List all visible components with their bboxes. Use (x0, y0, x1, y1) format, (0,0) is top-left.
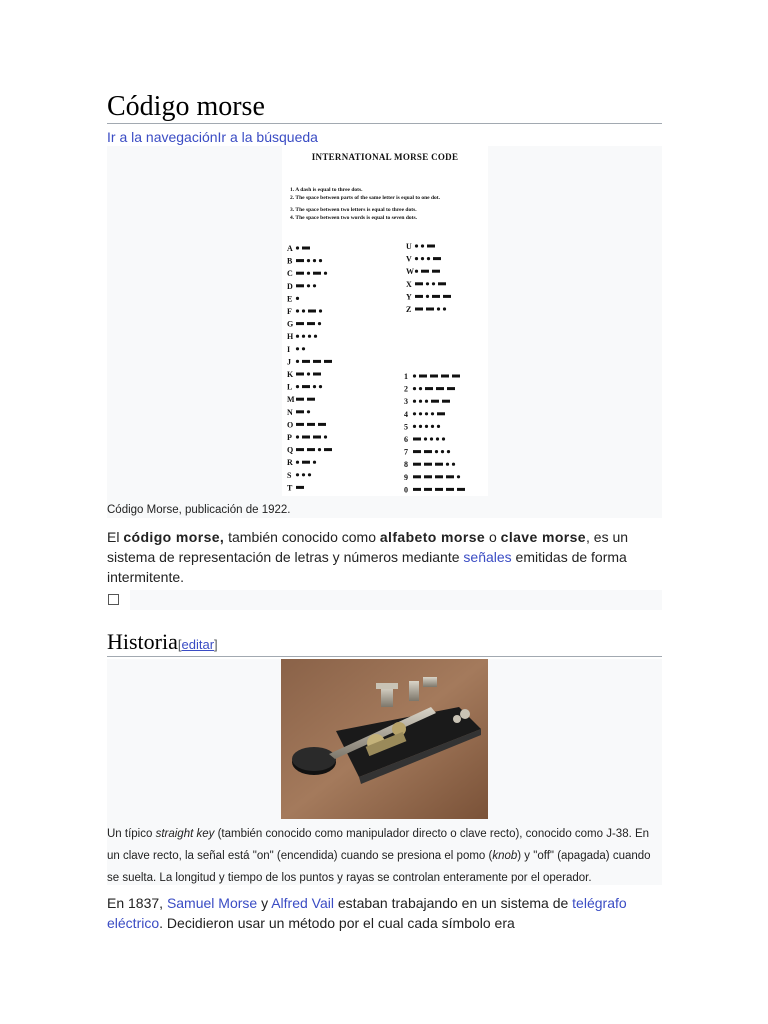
link-senales[interactable]: señales (463, 549, 512, 565)
morse-symbol: 1 (404, 372, 408, 381)
morse-dash (308, 310, 316, 313)
morse-dash (296, 272, 304, 275)
morse-entry-I (287, 345, 305, 354)
morse-symbol: C (287, 269, 293, 279)
morse-dot (427, 257, 430, 260)
morse-entry-1 (404, 372, 460, 381)
morse-dash (446, 488, 454, 491)
morse-dash (313, 360, 321, 363)
morse-dash (307, 423, 315, 426)
morse-dot (302, 309, 305, 312)
morse-dash (437, 412, 445, 415)
morse-dot (313, 284, 316, 287)
morse-entry-Z (406, 305, 446, 314)
morse-symbol: N (287, 407, 293, 417)
morse-dot (421, 257, 424, 260)
section-heading-text: Historia (107, 629, 178, 654)
morse-symbol: Q (287, 445, 294, 455)
morse-dot (296, 309, 299, 312)
morse-dot (308, 335, 311, 338)
morse-dash (413, 438, 421, 441)
morse-entry-M (287, 395, 315, 404)
morse-entry-T (287, 483, 304, 492)
morse-dash (324, 360, 332, 363)
morse-dot (296, 461, 299, 464)
morse-dot (324, 272, 327, 275)
morse-dot (413, 425, 416, 428)
morse-entry-0 (404, 485, 465, 494)
morse-dot (426, 282, 429, 285)
morse-entry-Y (406, 292, 451, 301)
morse-dot (419, 387, 422, 390)
morse-symbol: 0 (404, 485, 408, 495)
morse-dot (447, 450, 450, 453)
morse-dot (296, 335, 299, 338)
morse-symbol: 9 (404, 472, 408, 482)
morse-dot (319, 259, 322, 262)
morse-entry-D (287, 282, 316, 291)
morse-dash (413, 463, 421, 466)
morse-dash (302, 436, 310, 439)
morse-dash (313, 272, 321, 275)
morse-dash (296, 410, 304, 413)
morse-entry-U (406, 242, 435, 251)
morse-dot (425, 412, 428, 415)
link-alfred-vail[interactable]: Alfred Vail (271, 895, 334, 911)
title-divider (107, 123, 662, 124)
morse-chart-title: INTERNATIONAL MORSE CODE (311, 152, 459, 162)
morse-dot (425, 400, 428, 403)
morse-symbol: V (406, 254, 412, 264)
morse-dot (436, 437, 439, 440)
morse-entry-G (287, 320, 321, 329)
morse-dot (426, 295, 429, 298)
morse-dot (319, 385, 322, 388)
morse-dash (296, 284, 304, 287)
morse-entry-C (287, 269, 327, 278)
morse-symbol: X (406, 279, 412, 289)
morse-dot (443, 307, 446, 310)
morse-dash (307, 448, 315, 451)
morse-symbol: W (406, 267, 414, 277)
morse-dash (427, 245, 435, 248)
morse-dot (296, 473, 299, 476)
edit-section-link[interactable]: editar (181, 637, 215, 652)
morse-symbol: U (406, 242, 412, 251)
morse-dash (435, 463, 443, 466)
morse-dash (424, 475, 432, 478)
morse-entry-O (287, 420, 326, 429)
morse-dot (435, 450, 438, 453)
morse-symbol: D (287, 281, 293, 291)
morse-dash (433, 257, 441, 260)
morse-dot (296, 246, 299, 249)
morse-dash (296, 373, 304, 376)
morse-entry-J (287, 357, 332, 366)
morse-dash (313, 436, 321, 439)
morse-dash (447, 387, 455, 390)
morse-symbol: T (287, 483, 293, 493)
morse-symbol: 2 (404, 384, 408, 394)
morse-dot (419, 412, 422, 415)
morse-dash (296, 398, 304, 401)
morse-dot (442, 437, 445, 440)
morse-dot (307, 272, 310, 275)
morse-rule: 3. The space between two letters is equal to three dots. (290, 207, 417, 213)
morse-entry-W (406, 267, 440, 276)
morse-symbol: 5 (404, 422, 408, 432)
section-heading-historia (107, 628, 218, 659)
morse-dot (432, 282, 435, 285)
morse-symbol: E (287, 294, 293, 304)
morse-symbol: G (287, 319, 294, 329)
morse-entry-P (287, 433, 327, 442)
morse-rule: 1. A dash is equal to three dots. (290, 187, 363, 193)
morse-dot (441, 450, 444, 453)
morse-dash (441, 375, 449, 378)
morse-entry-K (287, 370, 321, 379)
morse-dash (413, 475, 421, 478)
morse-dot (296, 385, 299, 388)
toc-toggle-checkbox[interactable] (108, 594, 119, 605)
morse-dot (324, 435, 327, 438)
morse-dot (424, 437, 427, 440)
morse-dot (413, 412, 416, 415)
morse-dot (314, 335, 317, 338)
morse-entry-L (287, 383, 322, 392)
morse-symbol: L (287, 382, 293, 392)
morse-dash (324, 448, 332, 451)
straight-key-photo[interactable] (281, 659, 488, 819)
morse-entry-R (287, 458, 316, 467)
morse-dash (446, 475, 454, 478)
morse-dot (296, 347, 299, 350)
morse-dot (415, 257, 418, 260)
intro-paragraph: El código morse, también conocido como alfabeto morse o clave morse, es un sistema de representación de letras y números mediante señales emitidas de forma intermitente. (107, 529, 629, 585)
toc-placeholder (130, 590, 662, 610)
morse-dash (452, 375, 460, 378)
morse-dot (313, 461, 316, 464)
morse-dot (452, 463, 455, 466)
morse-dot (313, 259, 316, 262)
morse-dot (307, 372, 310, 375)
morse-entry-A (287, 244, 310, 253)
morse-symbol: M (287, 395, 295, 405)
morse-dash (431, 400, 439, 403)
morse-entry-4 (404, 410, 445, 419)
morse-entry-5 (404, 422, 440, 431)
morse-dash (296, 259, 304, 262)
morse-dot (413, 387, 416, 390)
morse-dash (435, 488, 443, 491)
morse-dash (415, 295, 423, 298)
morse-entry-V (406, 255, 441, 264)
morse-dot (415, 244, 418, 247)
morse-entry-Q (287, 446, 332, 455)
morse-entry-S (287, 471, 311, 480)
morse-dash (430, 375, 438, 378)
morse-symbol: B (287, 256, 293, 266)
morse-symbol: 4 (404, 409, 408, 419)
morse-symbol: 3 (404, 397, 408, 407)
morse-dash (296, 322, 304, 325)
morse-chart-image[interactable] (282, 146, 488, 496)
morse-dot (413, 400, 416, 403)
history-paragraph: En 1837, Samuel Morse y Alfred Vail estaban trabajando en un sistema de telégrafo eléctrico. Decidieron usar un método por el cual cada símbolo era (107, 895, 627, 931)
morse-dash (296, 448, 304, 451)
morse-symbol: Z (406, 305, 412, 314)
morse-dash (419, 375, 427, 378)
section-divider (107, 656, 662, 657)
morse-dash (413, 488, 421, 491)
link-samuel-morse[interactable]: Samuel Morse (166, 895, 258, 911)
morse-dash (302, 360, 310, 363)
morse-dot (437, 425, 440, 428)
jump-links (107, 128, 318, 146)
morse-dot (307, 410, 310, 413)
morse-dash (426, 308, 434, 311)
morse-dot (431, 412, 434, 415)
morse-dot (319, 309, 322, 312)
morse-symbol: I (287, 344, 291, 354)
morse-dash (413, 450, 421, 453)
morse-dash (432, 295, 440, 298)
morse-dash (313, 373, 321, 376)
morse-dot (413, 374, 416, 377)
morse-entry-9 (404, 473, 460, 482)
morse-dash (442, 400, 450, 403)
morse-dash (435, 475, 443, 478)
morse-entry-3 (404, 397, 450, 406)
jump-to-navigation-link[interactable]: Ir a la navegación (107, 129, 218, 145)
morse-dash (424, 488, 432, 491)
morse-dash (296, 423, 304, 426)
morse-entry-8 (404, 460, 455, 469)
morse-dash (457, 488, 465, 491)
figure-caption: Código Morse, publicación de 1922. (107, 504, 291, 516)
morse-dot (425, 425, 428, 428)
morse-rule: 2. The space between parts of the same letter is equal to one dot. (290, 195, 440, 201)
morse-symbol: 8 (404, 460, 408, 470)
morse-dot (457, 475, 460, 478)
figure-caption-straight-key: Un típico straight key (también conocido como manipulador directo o clave recto), conocido como J-38. En un clave recto, la señal está "on" (encendida) cuando se presiona el pomo (knob) y "off" (apagada) cuando se suelta. La longitud y tiempo de los puntos y rayas se controlan enteramente por el operador. (107, 828, 651, 884)
morse-dot (430, 437, 433, 440)
morse-dot (296, 360, 299, 363)
morse-dot (307, 284, 310, 287)
morse-dot (318, 448, 321, 451)
morse-dash (436, 387, 444, 390)
morse-dash (424, 463, 432, 466)
morse-entry-H (287, 332, 317, 341)
morse-dash (443, 295, 451, 298)
morse-dash (296, 486, 304, 489)
morse-dash (302, 385, 310, 388)
morse-code-table (282, 146, 488, 496)
morse-dot (307, 259, 310, 262)
morse-entry-F (287, 307, 322, 316)
edit-section: [editar] (177, 637, 218, 652)
morse-symbol: Y (406, 292, 412, 302)
morse-symbol: A (287, 244, 293, 253)
morse-dash (432, 270, 440, 273)
morse-dot (296, 435, 299, 438)
morse-symbol: K (287, 370, 294, 379)
morse-symbol: R (287, 458, 293, 468)
morse-dash (302, 461, 310, 464)
morse-dot (437, 307, 440, 310)
morse-dash (302, 247, 310, 250)
morse-dot (446, 463, 449, 466)
link-telegrafo-electrico[interactable]: telégrafo eléctrico (107, 895, 627, 931)
morse-dash (438, 282, 446, 285)
morse-entry-E (287, 294, 299, 303)
morse-entry-6 (404, 435, 445, 444)
morse-dot (313, 385, 316, 388)
morse-dot (302, 335, 305, 338)
morse-entry-N (287, 408, 310, 417)
morse-dash (424, 450, 432, 453)
morse-symbol: 7 (404, 447, 408, 457)
morse-symbol: J (287, 357, 291, 367)
page-title: Código morse (107, 91, 265, 122)
bold-term: alfabeto morse (379, 529, 486, 545)
morse-dot (419, 425, 422, 428)
morse-dot (318, 322, 321, 325)
morse-symbol: O (287, 420, 294, 430)
bold-term: clave morse (500, 529, 586, 545)
morse-symbol: S (287, 470, 292, 480)
morse-rule: 4. The space between two words is equal to seven dots. (290, 215, 418, 221)
morse-dash (307, 398, 315, 401)
bold-term: código morse, (123, 529, 225, 545)
morse-dot (419, 400, 422, 403)
morse-dash (421, 270, 429, 273)
morse-symbol: P (287, 433, 292, 442)
morse-entry-2 (404, 385, 455, 394)
morse-symbol: F (287, 307, 292, 316)
morse-dot (415, 270, 418, 273)
morse-dash (425, 387, 433, 390)
morse-dash (307, 322, 315, 325)
morse-symbol: H (287, 332, 294, 342)
morse-dot (308, 473, 311, 476)
morse-dot (302, 347, 305, 350)
morse-dot (296, 297, 299, 300)
morse-dash (415, 282, 423, 285)
morse-dash (415, 308, 423, 311)
morse-dash (318, 423, 326, 426)
morse-entry-B (287, 257, 322, 266)
morse-entry-X (406, 280, 446, 289)
morse-dot (421, 244, 424, 247)
morse-dot (431, 425, 434, 428)
morse-entry-7 (404, 448, 450, 457)
morse-dot (302, 473, 305, 476)
jump-to-search-link[interactable]: Ir a la búsqueda (217, 129, 318, 145)
morse-symbol: 6 (404, 435, 408, 444)
